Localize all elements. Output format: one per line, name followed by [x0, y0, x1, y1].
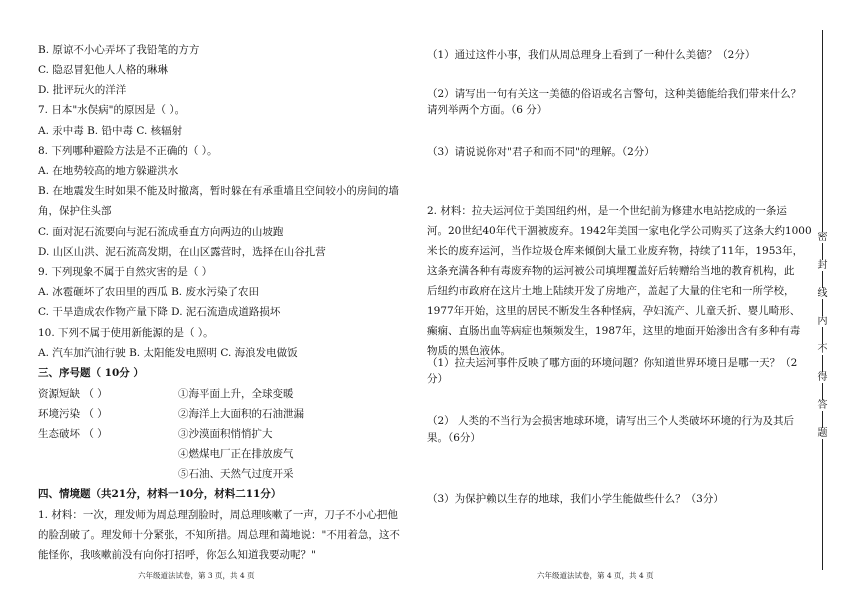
material-2-text: 癫痫、直肠出血等病症也频频发生，1987年，这里的地面开始渗出含有多种有毒 — [427, 325, 801, 337]
section-4-title: 四、情境题（共21分，材料一10分，材料二11分） — [38, 488, 282, 500]
question-text: （3）为保护赖以生存的地球，我们小学生能做些什么？（3分） — [427, 493, 724, 505]
option-text: B. 原谅不小心弄坏了我铅笔的方方 — [38, 44, 200, 56]
question-9: 9. 下列现象不属于自然灾害的是（ ） — [38, 266, 213, 278]
option-text: 角，保护住头部 — [38, 205, 112, 217]
question-text: 果。（6分） — [427, 432, 481, 444]
question-text: （2）请写出一句有关这一美德的俗语或名言警句，这种美德能给我们带来什么？ — [427, 88, 802, 100]
material-2-text: 1977年开始，这里的居民不断发生各种怪病，孕妇流产、儿童夭折、婴儿畸形、 — [427, 305, 801, 317]
match-right-item: ④燃煤电厂正在排放废气 — [178, 448, 294, 460]
material-1-text: 能怪你，我咳嗽前没有向你打招呼，你怎么知道我要动呢？" — [38, 549, 316, 561]
option-text: D. 山区山洪、泥石流高发期，在山区露营时，选择在山谷扎营 — [38, 246, 326, 258]
match-right-item: ①海平面上升，全球变暖 — [178, 388, 294, 400]
seal-char: 封 — [817, 260, 828, 271]
seal-char: 线 — [817, 288, 828, 299]
option-text: C. 干旱造成农作物产量下降 D. 泥石流造成道路损坏 — [38, 306, 281, 318]
question-text: （3）请说说你对"君子和而不同"的理解。（2分） — [427, 146, 655, 158]
seal-divider — [822, 30, 823, 570]
page-footer: 六年级道法试卷，第 3 页，共 4 页 — [138, 571, 255, 580]
seal-char: 内 — [817, 316, 828, 327]
material-2-text: 这条充满各种有毒废弃物的运河被公司填埋覆盖好后转赠给当地的教育机构，此 — [427, 265, 795, 277]
question-text: （1）拉夫运河事件反映了哪方面的环境问题？你知道世界环境日是哪一天？（2 — [427, 357, 798, 369]
option-text: A. 在地势较高的地方躲避洪水 — [38, 165, 179, 177]
question-text: 分） — [427, 373, 448, 385]
match-left-item: 环境污染 （ ） — [38, 408, 108, 420]
match-right-item: ⑤石油、天然气过度开采 — [178, 468, 294, 480]
match-right-item: ③沙漠面积悄悄扩大 — [178, 428, 273, 440]
question-8: 8. 下列哪种避险方法是不正确的（ ）。 — [38, 145, 218, 157]
material-2-text: 物质的黑色液体。 — [427, 345, 511, 357]
material-2-text: 米长的废弃运河，当作垃圾仓库来倾倒大量工业废弃物，持续了11年，1953年， — [427, 245, 804, 257]
option-text: C. 面对泥石流要向与泥石流成垂直方向两边的山坡跑 — [38, 226, 284, 238]
question-text: 请列举两个方面。（6 分） — [427, 104, 548, 116]
question-7: 7. 日本"水俣病"的原因是（ ）。 — [38, 104, 186, 116]
option-text: A. 冰雹砸坏了农田里的西瓜 B. 废水污染了农田 — [38, 286, 259, 298]
material-2-text: 河。20世纪40年代干涸被废弃。1942年美国一家电化学公司购买了这条大约1000 — [427, 225, 812, 237]
seal-char: 密 — [817, 232, 828, 243]
material-1-text: 1. 材料：一次，理发师为周总理刮脸时，周总理咳嗽了一声，刀子不小心把他 — [38, 509, 398, 521]
seal-char: 不 — [817, 344, 828, 355]
match-left-item: 资源短缺 （ ） — [38, 388, 108, 400]
option-text: D. 批评玩火的洋洋 — [38, 84, 127, 96]
seal-char: 题 — [817, 428, 828, 439]
seal-char: 答 — [817, 400, 828, 411]
option-text: B. 在地震发生时如果不能及时撤离，暂时躲在有承重墙且空间较小的房间的墙 — [38, 185, 399, 197]
match-right-item: ②海洋上大面积的石油泄漏 — [178, 408, 304, 420]
section-3-title: 三、序号题（ 10分 ） — [38, 367, 144, 379]
material-1-text: 的脸刮破了。理发师十分紧张，不知所措。周总理和蔼地说："不用着急，这不 — [38, 529, 400, 541]
material-2-text: 后纽约市政府在这片土地上陆续开发了房地产，盖起了大量的住宅和一所学校， — [427, 285, 795, 297]
material-2-text: 2. 材料：拉夫运河位于美国纽约州，是一个世纪前为修建水电站挖成的一条运 — [427, 205, 787, 217]
match-left-item: 生态破坏 （ ） — [38, 428, 108, 440]
option-text: A. 汽车加汽油行驶 B. 太阳能发电照明 C. 海浪发电做饭 — [38, 347, 298, 359]
option-text: C. 隐忍冒犯他人人格的琳琳 — [38, 64, 168, 76]
seal-char: 得 — [817, 372, 828, 383]
page-footer: 六年级道法试卷，第 4 页，共 4 页 — [537, 571, 654, 580]
question-text: （2） 人类的不当行为会损害地球环境，请写出三个人类破坏环境的行为及其后 — [427, 415, 795, 427]
question-10: 10. 下列不属于使用新能源的是（ ）。 — [38, 327, 214, 339]
option-text: A. 汞中毒 B. 铅中毒 C. 核辐射 — [38, 125, 183, 137]
question-text: （1）通过这件小事，我们从周总理身上看到了一种什么美德？（2分） — [427, 49, 756, 61]
